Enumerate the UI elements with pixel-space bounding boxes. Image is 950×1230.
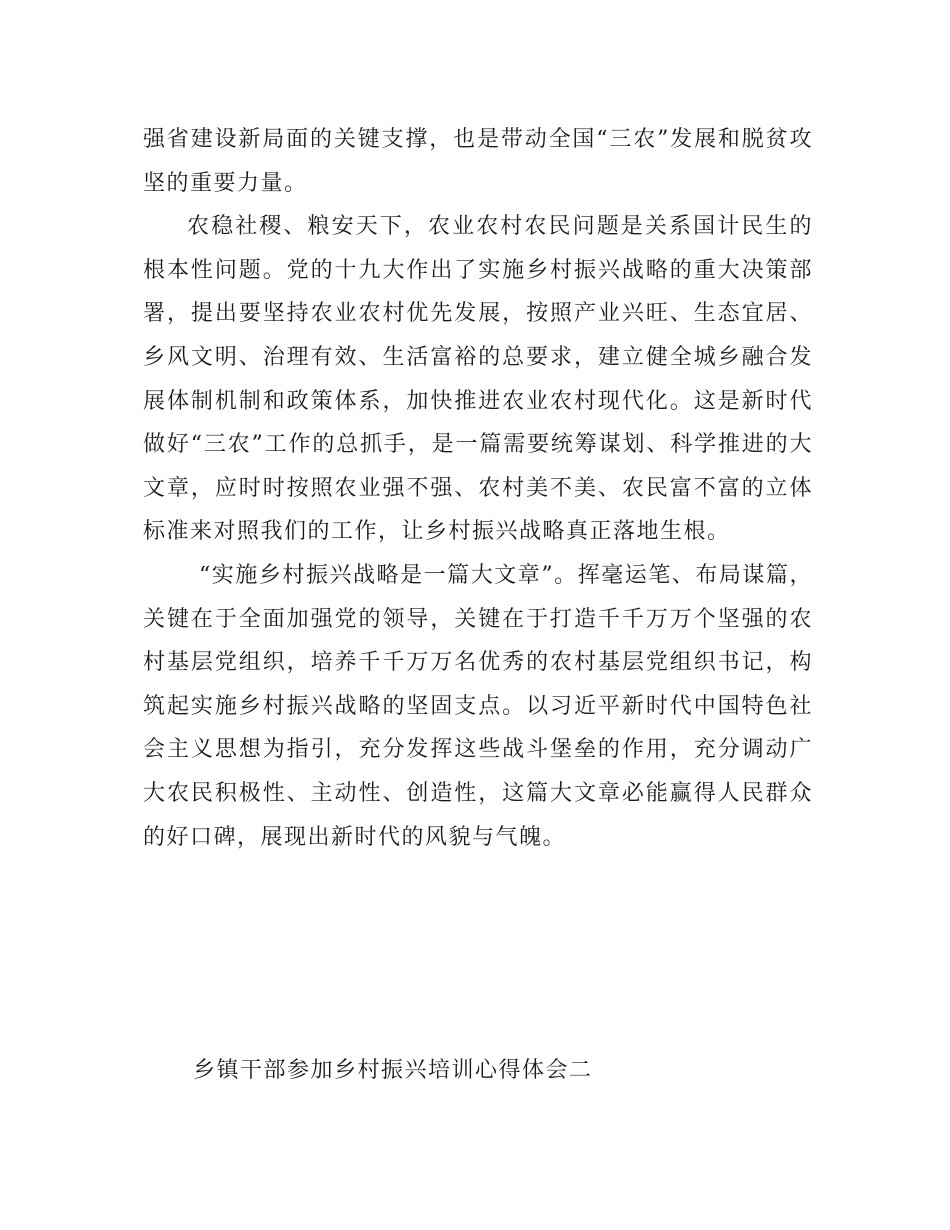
document-body (143, 118, 813, 859)
paragraph-big-article: “实施乡村振兴战略是一篇大文章”。挥毫运笔、布局谋篇，关键在于全面加强党的领导，关键在于打造千千万万个坚强的农村基层党组织，培养千千万万名优秀的农村基层党组织书记，构筑起实施乡村振兴战略的坚固支点。以习近平新时代中国特色社会主义思想为指引，充分发挥这些战斗堡垒的作用，充分调动广大农民积极性、主动性、创造性，这篇大文章必能赢得人民群众的好口碑，展现出新时代的风貌与气魄。 (143, 562, 813, 850)
paragraph-continuation: 强省建设新局面的关键支撑，也是带动全国“三农”发展和脱贫攻坚的重要力量。 (143, 127, 813, 196)
section-title: 乡镇干部参加乡村振兴培训心得体会二 (193, 1058, 593, 1083)
paragraph-agriculture-stability: 农稳社稷、粮安天下，农业农村农民问题是关系国计民生的根本性问题。党的十九大作出了实施乡村振兴战略的重大决策部署，提出要坚持农业农村优先发展，按照产业兴旺、生态宜居、乡风文明、治理有效、生活富裕的总要求，建立健全城乡融合发展体制机制和政策体系，加快推进农业农村现代化。这是新时代做好“三农”工作的总抓手，是一篇需要统筹谋划、科学推进的大文章，应时时按照农业强不强、农村美不美、农民富不富的立体标准来对照我们的工作，让乡村振兴战略真正落地生根。 (143, 214, 813, 545)
